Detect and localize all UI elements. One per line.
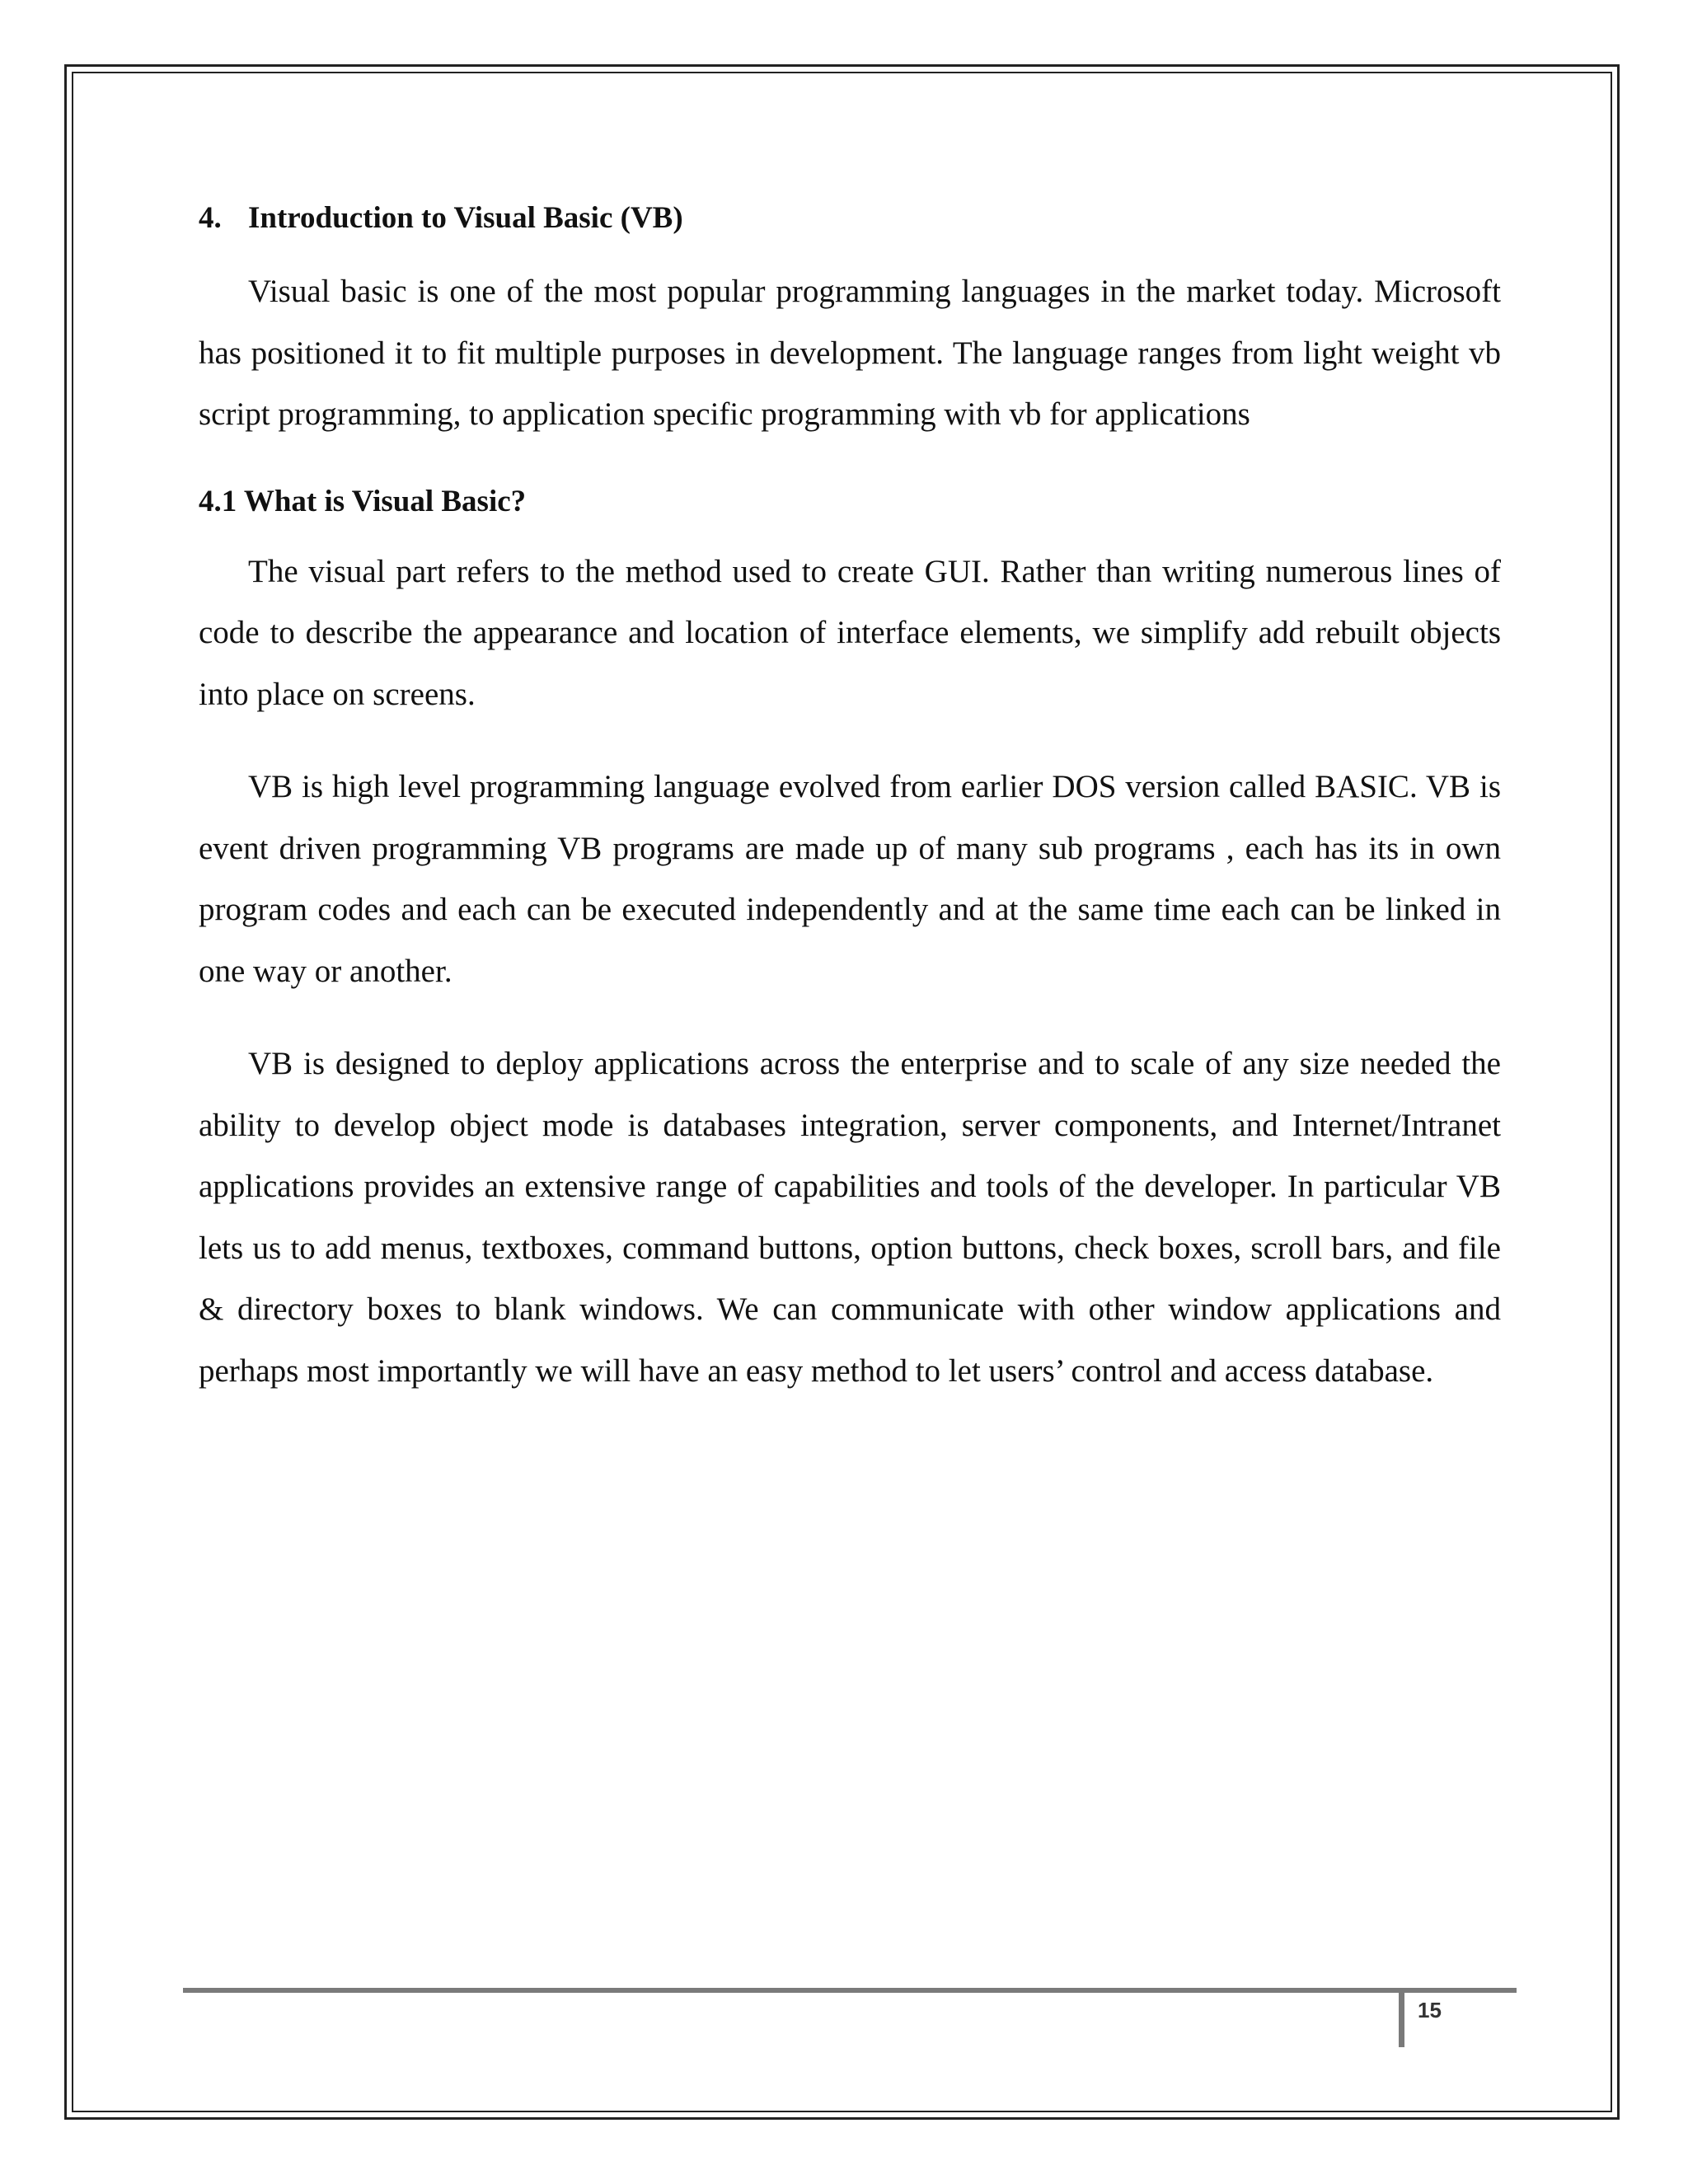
intro-paragraph: Visual basic is one of the most popular programming languages in the market today. Microsoft has positioned it to fit multiple purposes in development. The language ranges from light weight vb script programming, to application specific programming with vb for applications <box>199 274 1501 432</box>
section-heading <box>199 194 1501 243</box>
paragraph-gui: The visual part refers to the method used to create GUI. Rather than writing numerous lines of code to describe the appearance and location of interface elements, we simplify add rebuilt objects into place on screens. <box>199 553 1501 712</box>
page-number-bar <box>1399 1988 1404 2047</box>
subsection-heading: 4.1 What is Visual Basic? <box>199 484 527 518</box>
footer-rule <box>183 1988 1517 1993</box>
page-content <box>199 194 1501 1433</box>
paragraph-high-level: VB is high level programming language evolved from earlier DOS version called BASIC. VB is event driven programming VB programs are made up of many sub programs , each has its in own program codes and each can be executed independently and at the same time each can be linked in one way or another. <box>199 769 1501 989</box>
section-number: 4. <box>199 201 222 235</box>
section-title: Introduction to Visual Basic (VB) <box>248 201 683 235</box>
page-number: 15 <box>1418 1998 1442 2022</box>
paragraph-enterprise: VB is designed to deploy applications across the enterprise and to scale of any size needed the ability to develop object mode is databases integration, server components, and Internet/Intranet applications provides an extensive range of capabilities and tools of the developer. In particular VB lets us to add menus, textboxes, command buttons, option buttons, check boxes, scroll bars, and file & directory boxes to blank windows. We can communicate with other window applications and perhaps most importantly we will have an easy method to let users’ control and access database. <box>199 1046 1501 1389</box>
